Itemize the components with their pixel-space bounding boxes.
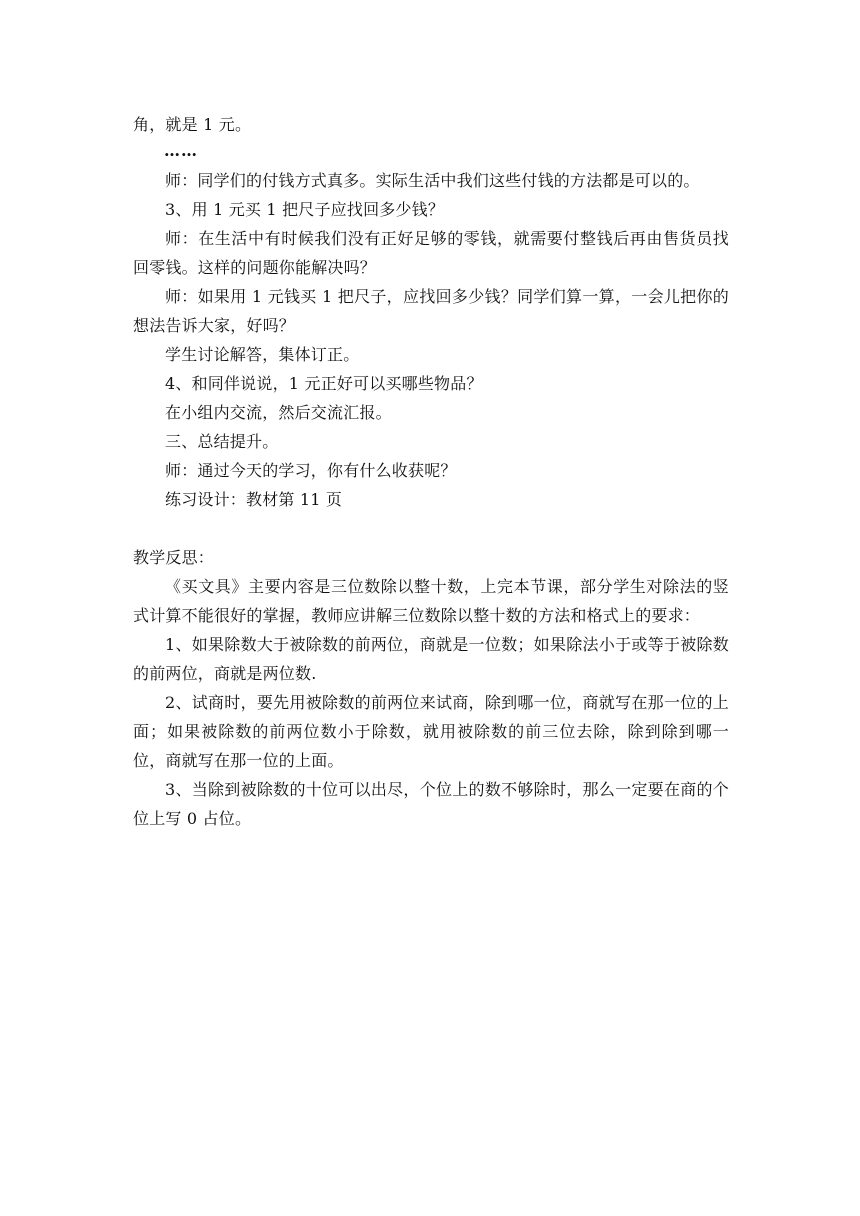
reflection-point-1: 1、如果除数大于被除数的前两位，商就是一位数；如果除法小于或等于被除数的前两位，商就是两位数. <box>133 635 729 683</box>
exercise-design: 练习设计：教材第 11 页 <box>165 490 343 509</box>
document-body <box>133 110 729 833</box>
teacher-closing-question: 师：通过今天的学习，你有什么收获呢？ <box>165 461 457 480</box>
reflection-point-3: 3、当除到被除数的十位可以出尽，个位上的数不够除时，那么一定要在商的个位上写 0 占位。 <box>133 780 729 828</box>
group-exchange: 在小组内交流，然后交流汇报。 <box>165 403 392 422</box>
teacher-remark-change: 师：在生活中有时候我们没有正好足够的零钱，就需要付整钱后再由售货员找回零钱。这样的问题你能解决吗？ <box>133 229 729 277</box>
section-summary-heading: 三、总结提升。 <box>165 432 279 451</box>
paragraph-continuation: 角，就是 1 元。 <box>133 115 252 134</box>
ellipsis: …… <box>164 141 198 160</box>
blank-line <box>133 514 729 543</box>
teacher-question-ruler: 师：如果用 1 元钱买 1 把尺子，应找回多少钱？同学们算一算，一会儿把你的想法告诉大家，好吗？ <box>133 287 729 335</box>
reflection-heading: 教学反思： <box>133 548 215 567</box>
student-discussion: 学生讨论解答，集体订正。 <box>165 345 360 364</box>
step-3-heading: 3、用 1 元买 1 把尺子应找回多少钱？ <box>165 200 445 219</box>
reflection-intro: 《买文具》主要内容是三位数除以整十数，上完本节课，部分学生对除法的竖式计算不能很好的掌握，教师应讲解三位数除以整十数的方法和格式上的要求： <box>133 577 729 625</box>
teacher-remark-payment: 师：同学们的付钱方式真多。实际生活中我们这些付钱的方法都是可以的。 <box>165 171 700 190</box>
step-4-heading: 4、和同伴说说，1 元正好可以买哪些物品？ <box>165 374 483 393</box>
reflection-point-2: 2、试商时，要先用被除数的前两位来试商，除到哪一位，商就写在那一位的上面；如果被除数的前两位数小于除数，就用被除数的前三位去除，除到除到哪一位，商就写在那一位的上面。 <box>133 693 729 770</box>
